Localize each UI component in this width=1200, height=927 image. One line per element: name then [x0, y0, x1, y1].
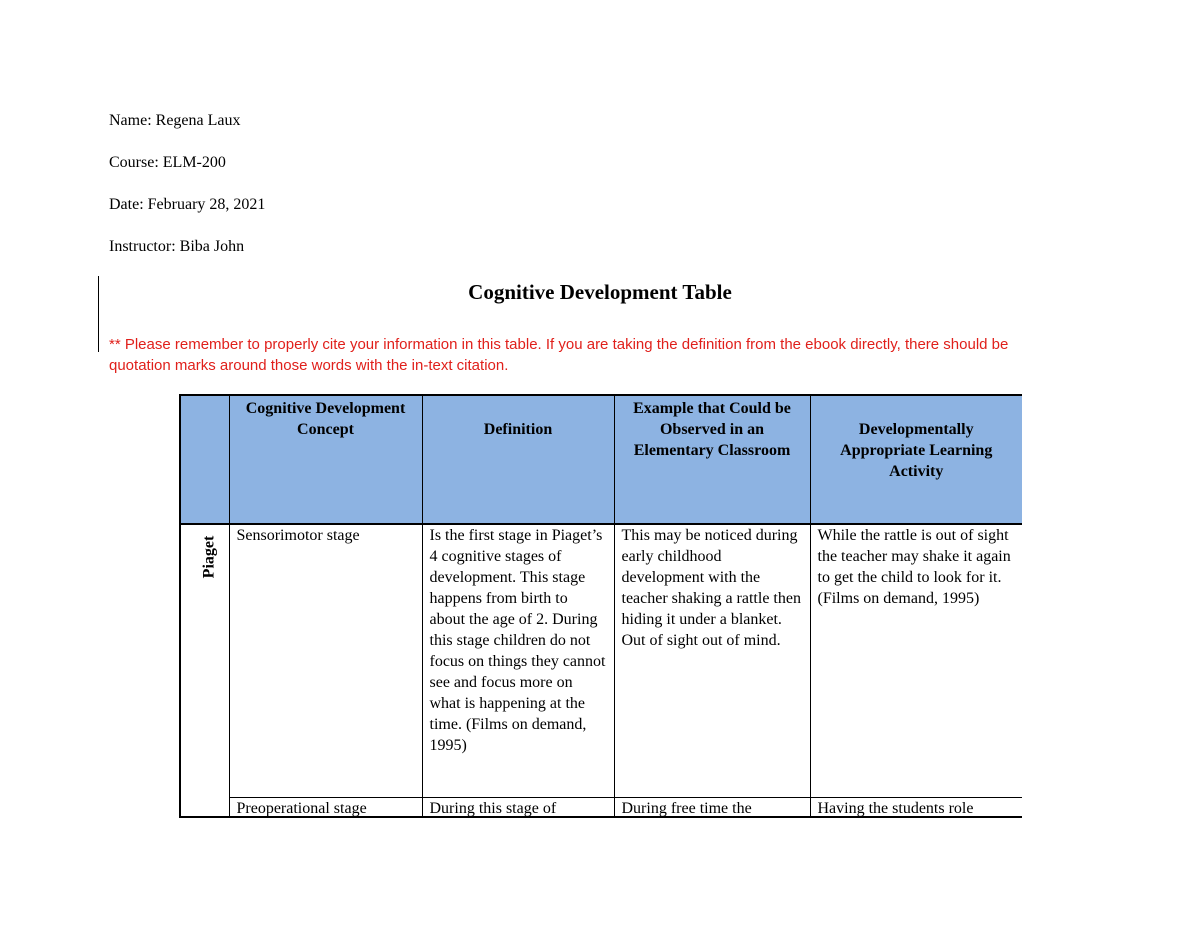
- date-line: Date: February 28, 2021: [109, 196, 266, 213]
- header-activity: Developmentally Appropriate Learning Activity: [810, 395, 1022, 524]
- table-row: [180, 798, 1022, 819]
- document-title: Cognitive Development Table: [468, 280, 732, 304]
- cell-activity: While the rattle is out of sight the teacher may shake it again to get the child to look for it. (Films on demand, 1995): [810, 524, 1022, 798]
- cell-example: During free time the: [614, 798, 810, 819]
- header-example: Example that Could be Observed in an Elementary Classroom: [614, 395, 810, 524]
- side-label-piaget: Piaget: [200, 535, 217, 579]
- cognitive-development-table: [179, 394, 1022, 818]
- side-label-cell: [180, 524, 229, 818]
- student-name: Name: Regena Laux: [109, 112, 241, 129]
- citation-note: ** Please remember to properly cite your information in this table. If you are taking the definition from the ebook directly, there should be quotation marks around those words with the in-text citation.: [109, 336, 1009, 374]
- cell-activity: Having the students role: [810, 798, 1022, 819]
- instructor-line: Instructor: Biba John: [109, 238, 245, 255]
- course-line: Course: ELM-200: [109, 154, 226, 171]
- cell-concept: Preoperational stage: [229, 798, 422, 819]
- header-blank-cell: [180, 395, 229, 524]
- table-header-row: [180, 395, 1022, 524]
- header-concept: Cognitive Development Concept: [229, 395, 422, 524]
- header-definition: Definition: [422, 395, 614, 524]
- cognitive-development-table-wrap: [179, 394, 1022, 818]
- cell-definition: During this stage of: [422, 798, 614, 819]
- cell-definition: Is the first stage in Piaget’s 4 cognitive stages of development. This stage happens from birth to about the age of 2. During this stage children do not focus on things they cannot see and focus more on what is happening at the time. (Films on demand, 1995): [422, 524, 614, 798]
- cell-concept: Sensorimotor stage: [229, 524, 422, 798]
- cell-example: This may be noticed during early childhood development with the teacher shaking a rattle then hiding it under a blanket. Out of sight out of mind.: [614, 524, 810, 798]
- table-row: [180, 524, 1022, 798]
